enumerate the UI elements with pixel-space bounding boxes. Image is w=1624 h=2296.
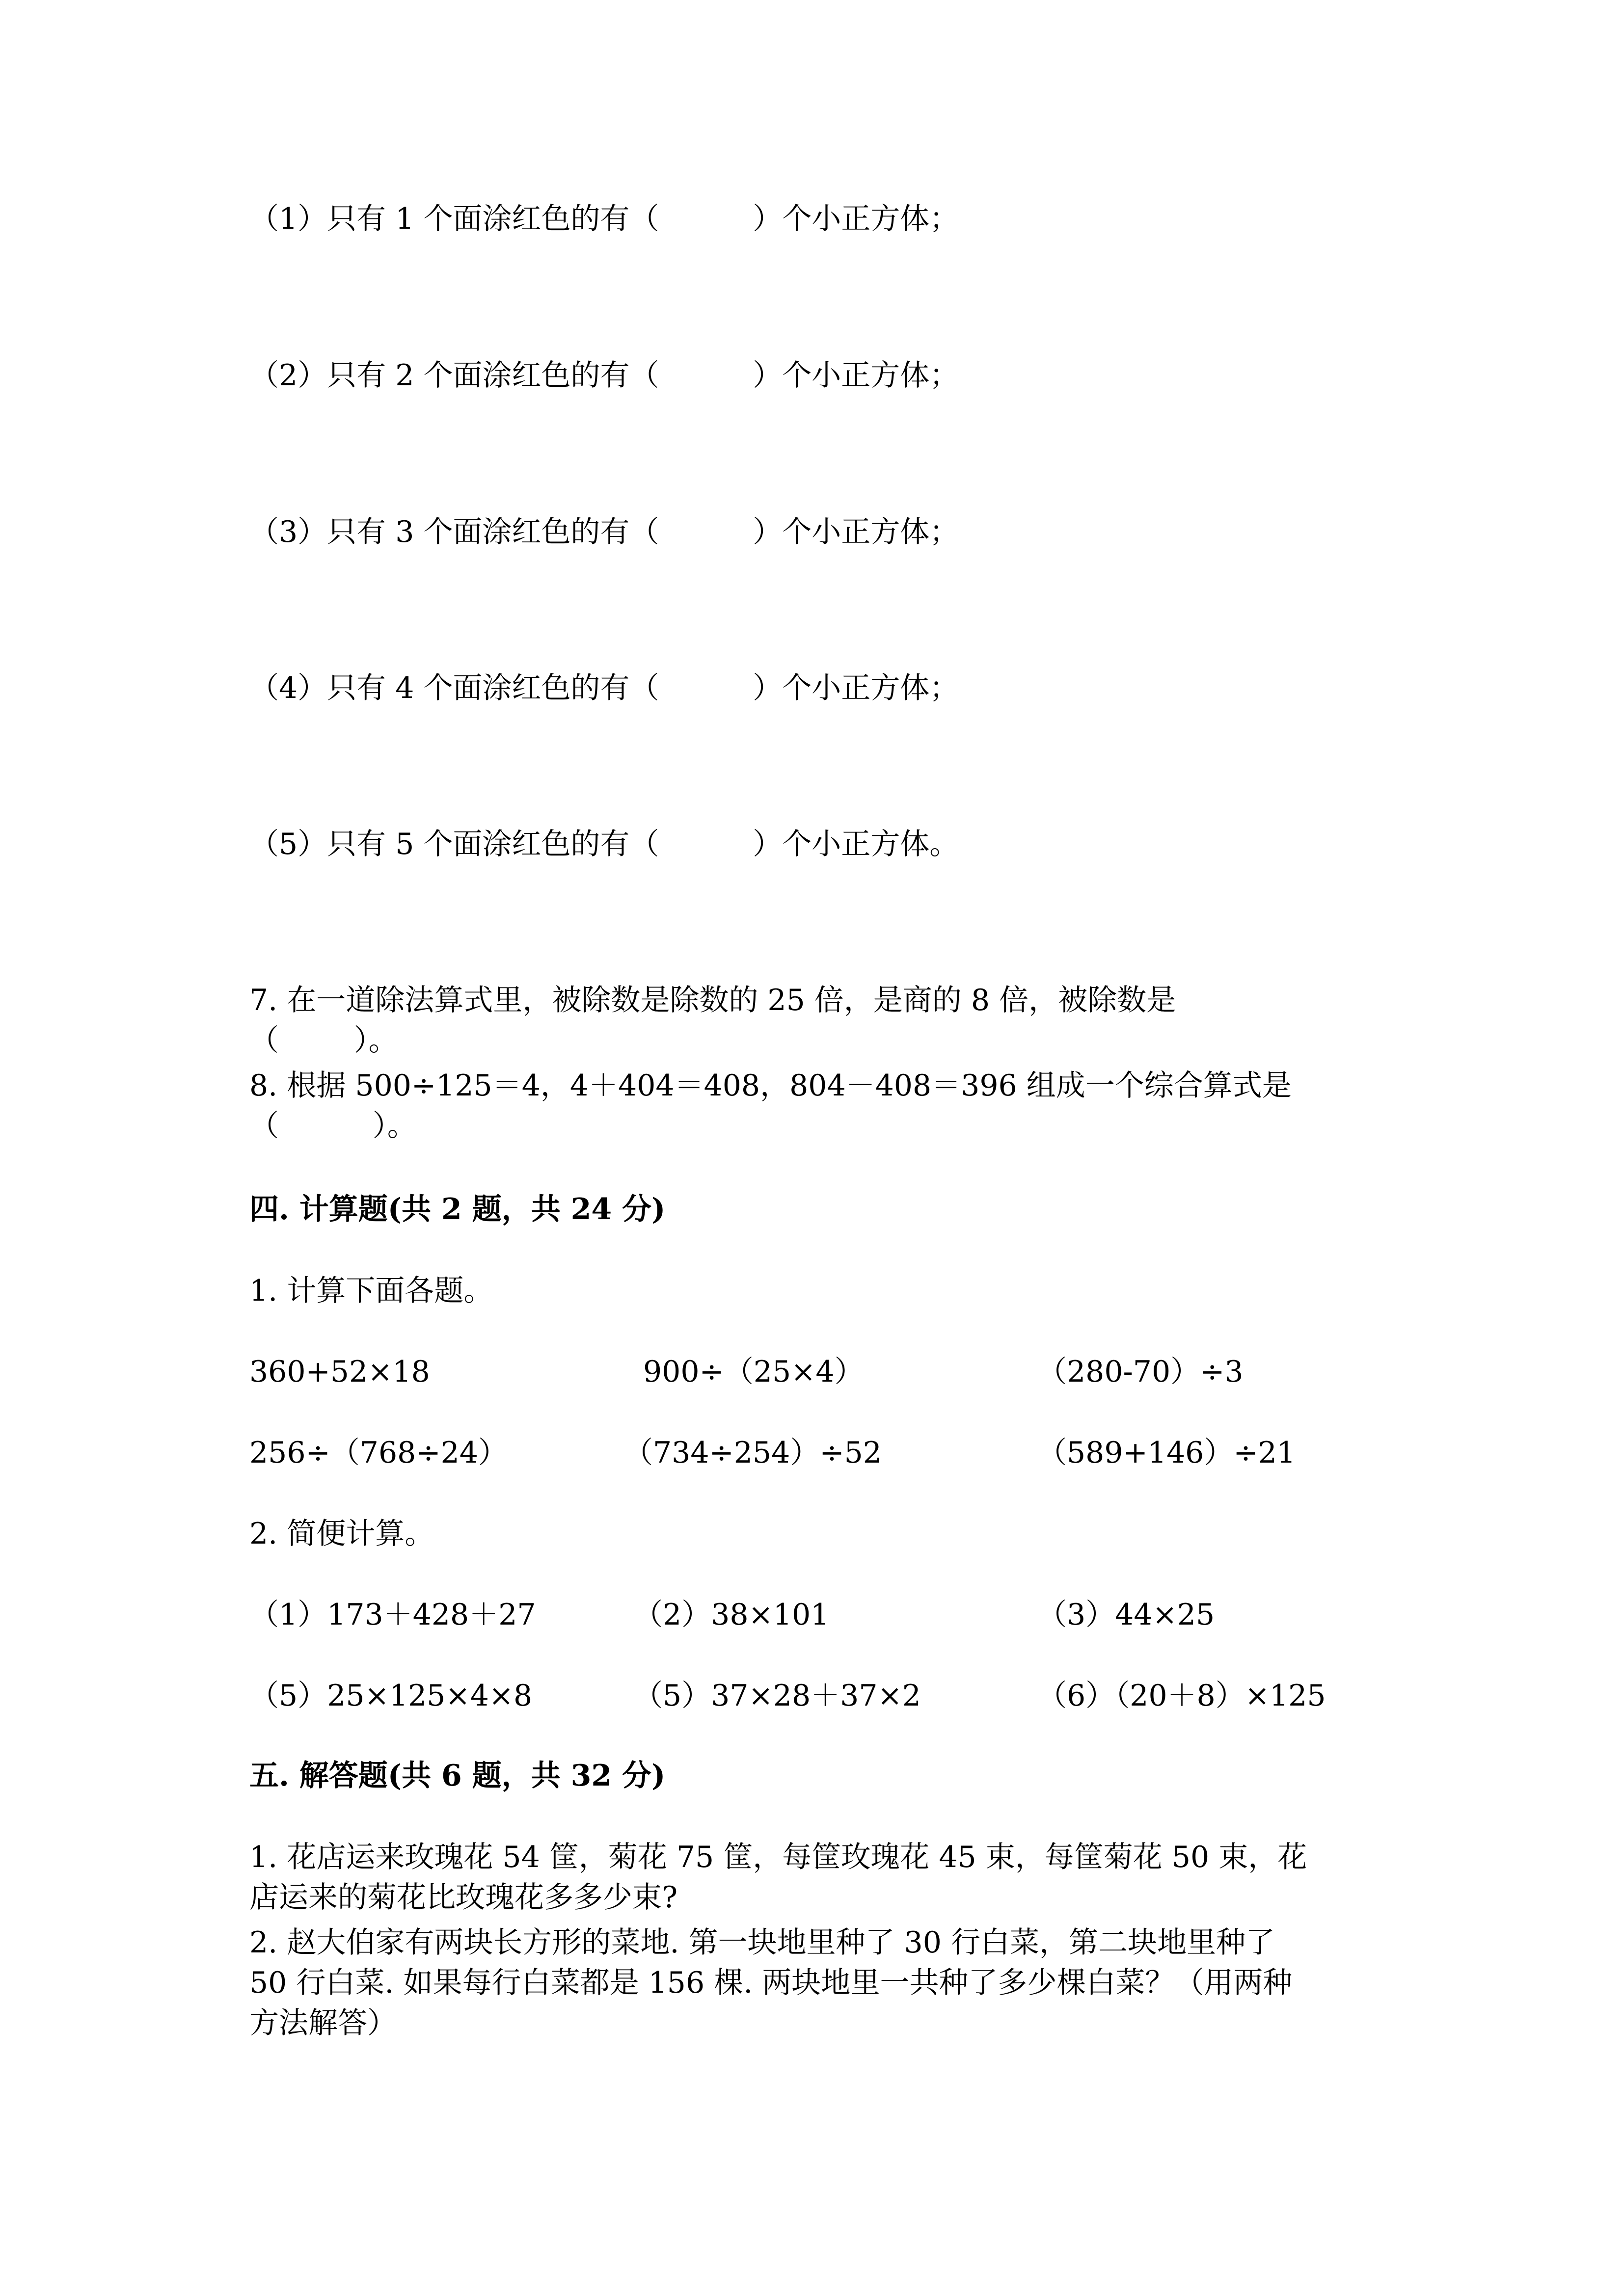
- fill-blank-item-4: （4）只有 4 个面涂红色的有（ ）个小正方体；: [249, 671, 959, 705]
- calc-item: 360+52×18: [249, 1355, 430, 1389]
- simple-calc-item: （1）173＋428＋27: [249, 1598, 536, 1632]
- section-5-q2-line-3: 方法解答）: [249, 2006, 397, 2040]
- calc-item: （589+146）÷21: [1037, 1436, 1296, 1470]
- section-5-q1-line-2: 店运来的菊花比玫瑰花多多少束?: [249, 1880, 678, 1915]
- calc-item: （734÷254）÷52: [623, 1436, 882, 1470]
- section-4-title: 四. 计算题(共 2 题，共 24 分): [249, 1192, 666, 1227]
- simple-calc-item: （5）37×28＋37×2: [633, 1679, 921, 1713]
- simple-calc-item: （3）44×25: [1037, 1598, 1215, 1632]
- fill-blank-item-3: （3）只有 3 个面涂红色的有（ ）个小正方体；: [249, 515, 959, 549]
- question-7-line-2: （ ）。: [249, 1023, 398, 1058]
- section-4-q1-prompt: 1. 计算下面各题。: [249, 1274, 493, 1308]
- fill-blank-item-5: （5）只有 5 个面涂红色的有（ ）个小正方体。: [249, 827, 959, 861]
- question-8-line-2: （ ）。: [249, 1109, 417, 1143]
- calc-item: 900÷（25×4）: [643, 1355, 864, 1389]
- fill-blank-item-2: （2）只有 2 个面涂红色的有（ ）个小正方体；: [249, 358, 959, 393]
- calc-item: 256÷（768÷24）: [249, 1436, 508, 1470]
- section-5-q2-line-2: 50 行白菜. 如果每行白菜都是 156 棵. 两块地里一共种了多少棵白菜？（用两种: [249, 1966, 1293, 2000]
- simple-calc-item: （2）38×101: [633, 1598, 830, 1632]
- section-5-title: 五. 解答题(共 6 题，共 32 分): [249, 1759, 666, 1793]
- section-5-q2-line-1: 2. 赵大伯家有两块长方形的菜地. 第一块地里种了 30 行白菜，第二块地里种了: [249, 1925, 1275, 1960]
- section-5-q1-line-1: 1. 花店运来玫瑰花 54 筐，菊花 75 筐，每筐玫瑰花 45 束，每筐菊花 50 束，花: [249, 1840, 1307, 1874]
- fill-blank-item-1: （1）只有 1 个面涂红色的有（ ）个小正方体；: [249, 202, 959, 236]
- simple-calc-item: （5）25×125×4×8: [249, 1679, 533, 1713]
- question-8-line-1: 8. 根据 500÷125＝4，4＋404＝408，804－408＝396 组成一个综合算式是: [249, 1068, 1292, 1103]
- section-4-q2-prompt: 2. 简便计算。: [249, 1517, 434, 1551]
- simple-calc-item: （6）（20＋8）×125: [1037, 1679, 1326, 1713]
- calc-item: （280-70）÷3: [1037, 1355, 1244, 1389]
- question-7-line-1: 7. 在一道除法算式里，被除数是除数的 25 倍，是商的 8 倍，被除数是: [249, 983, 1176, 1017]
